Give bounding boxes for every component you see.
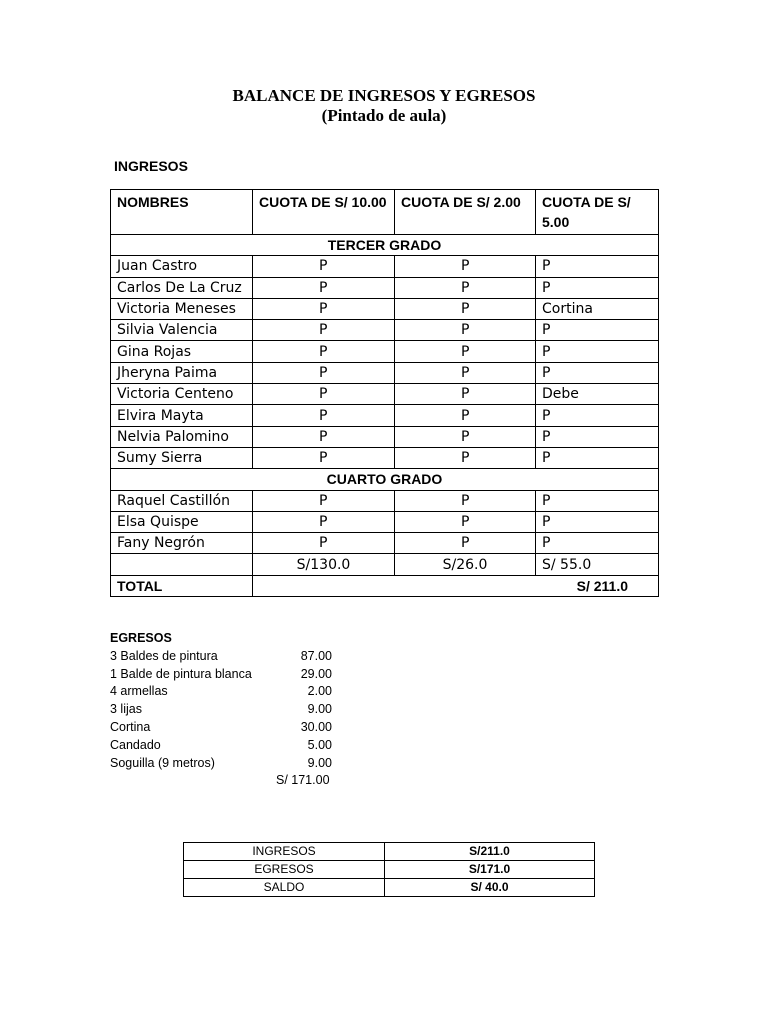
payment-cell: P: [253, 490, 395, 511]
list-item: [110, 701, 370, 719]
expense-label: Cortina: [110, 719, 151, 734]
expense-label: 4 armellas: [110, 684, 168, 699]
payment-cell: P: [395, 511, 536, 532]
payment-cell: P: [395, 384, 536, 405]
column-header: CUOTA DE S/ 5.00: [536, 190, 659, 235]
payment-cell: P: [253, 384, 395, 405]
payment-cell: P: [253, 447, 395, 468]
list-item: [110, 648, 370, 666]
student-name: Victoria Meneses: [111, 298, 253, 319]
payment-cell: P: [536, 362, 659, 383]
student-name: Elsa Quispe: [111, 511, 253, 532]
payment-cell: P: [536, 320, 659, 341]
payment-cell: P: [253, 533, 395, 554]
student-name: Jheryna Paima: [111, 362, 253, 383]
payment-cell: P: [536, 490, 659, 511]
student-name: Gina Rojas: [111, 341, 253, 362]
payment-cell: P: [253, 277, 395, 298]
payment-cell: P: [395, 277, 536, 298]
expense-label: Soguilla (9 metros): [110, 755, 215, 770]
egresos-title: EGRESOS: [110, 631, 172, 645]
summary-label: EGRESOS: [184, 861, 385, 879]
table-row: [111, 384, 659, 405]
student-name: Juan Castro: [111, 256, 253, 277]
payment-cell: P: [536, 447, 659, 468]
payment-cell: P: [253, 426, 395, 447]
ingresos-table: [110, 189, 659, 597]
table-row: [111, 341, 659, 362]
table-row: [111, 447, 659, 468]
payment-cell: P: [253, 320, 395, 341]
payment-cell: P: [253, 362, 395, 383]
student-name: Nelvia Palomino: [111, 426, 253, 447]
list-item: [110, 683, 370, 701]
table-row: [111, 511, 659, 532]
ingresos-table-body: [111, 190, 659, 597]
payment-cell: Debe: [536, 384, 659, 405]
total-label: TOTAL: [111, 575, 253, 596]
table-row: [111, 298, 659, 319]
table-row: [111, 426, 659, 447]
payment-cell: P: [395, 320, 536, 341]
list-item: [110, 737, 370, 755]
payment-cell: P: [536, 533, 659, 554]
table-row: [111, 490, 659, 511]
payment-cell: P: [536, 256, 659, 277]
ingresos-label: INGRESOS: [114, 158, 188, 174]
table-row: [111, 533, 659, 554]
total-row: [111, 575, 659, 596]
payment-cell: P: [395, 405, 536, 426]
table-row: [111, 405, 659, 426]
summary-label: INGRESOS: [184, 843, 385, 861]
subtotal-cell: S/130.0: [253, 554, 395, 575]
table-row: [111, 320, 659, 341]
payment-cell: P: [395, 256, 536, 277]
subtotal-cell: S/26.0: [395, 554, 536, 575]
expense-amount: 2.00: [307, 684, 332, 699]
payment-cell: P: [536, 277, 659, 298]
list-item: [110, 666, 370, 684]
total-value: S/ 211.0: [253, 575, 659, 596]
expense-amount: 87.00: [300, 648, 332, 663]
list-item: [110, 755, 370, 773]
payment-cell: P: [536, 426, 659, 447]
table-row: [111, 362, 659, 383]
summary-table-body: [184, 843, 595, 897]
expense-amount: 9.00: [307, 755, 332, 770]
student-name: Carlos De La Cruz: [111, 277, 253, 298]
grade-row: [111, 235, 659, 256]
payment-cell: P: [395, 426, 536, 447]
expense-amount: 5.00: [307, 737, 332, 752]
subtotal-cell: S/ 55.0: [536, 554, 659, 575]
payment-cell: P: [395, 533, 536, 554]
column-header: NOMBRES: [111, 190, 253, 235]
payment-cell: P: [253, 256, 395, 277]
payment-cell: P: [253, 341, 395, 362]
student-name: Sumy Sierra: [111, 447, 253, 468]
subtotal-row: [111, 554, 659, 575]
student-name: Victoria Centeno: [111, 384, 253, 405]
grade-row: [111, 469, 659, 490]
summary-value: S/211.0: [385, 843, 595, 861]
payment-cell: P: [253, 405, 395, 426]
table-row: [184, 843, 595, 861]
expense-amount: 29.00: [300, 666, 332, 681]
egresos-total-value: S/ 171.00: [276, 773, 330, 788]
student-name: Raquel Castillón: [111, 490, 253, 511]
subtitle-text: (Pintado de aula): [321, 106, 447, 125]
table-row: [184, 879, 595, 897]
expense-amount: 30.00: [300, 719, 332, 734]
document-title: [0, 86, 768, 126]
payment-cell: P: [253, 298, 395, 319]
table-header-row: [111, 190, 659, 235]
student-name: Fany Negrón: [111, 533, 253, 554]
list-item: [110, 719, 370, 737]
payment-cell: P: [253, 511, 395, 532]
expense-label: 3 Baldes de pintura: [110, 648, 218, 663]
egresos-total: [110, 772, 370, 790]
payment-cell: P: [536, 511, 659, 532]
student-name: Silvia Valencia: [111, 320, 253, 341]
title-text: BALANCE DE INGRESOS Y EGRESOS: [232, 86, 536, 105]
expense-label: Candado: [110, 737, 161, 752]
egresos-section: [110, 630, 370, 790]
expense-amount: 9.00: [307, 702, 332, 717]
payment-cell: P: [395, 362, 536, 383]
column-header: CUOTA DE S/ 10.00: [253, 190, 395, 235]
table-row: [111, 277, 659, 298]
subtotal-cell: [111, 554, 253, 575]
payment-cell: P: [395, 341, 536, 362]
egresos-list: [110, 648, 370, 773]
summary-value: S/171.0: [385, 861, 595, 879]
grade-label: TERCER GRADO: [111, 235, 659, 256]
payment-cell: P: [395, 447, 536, 468]
grade-label: CUARTO GRADO: [111, 469, 659, 490]
summary-value: S/ 40.0: [385, 879, 595, 897]
table-row: [111, 256, 659, 277]
column-header: CUOTA DE S/ 2.00: [395, 190, 536, 235]
expense-label: 1 Balde de pintura blanca: [110, 666, 252, 681]
payment-cell: P: [395, 298, 536, 319]
expense-label: 3 lijas: [110, 702, 142, 717]
payment-cell: P: [536, 341, 659, 362]
payment-cell: Cortina: [536, 298, 659, 319]
summary-table: [183, 842, 595, 897]
summary-label: SALDO: [184, 879, 385, 897]
payment-cell: P: [395, 490, 536, 511]
table-row: [184, 861, 595, 879]
student-name: Elvira Mayta: [111, 405, 253, 426]
payment-cell: P: [536, 405, 659, 426]
